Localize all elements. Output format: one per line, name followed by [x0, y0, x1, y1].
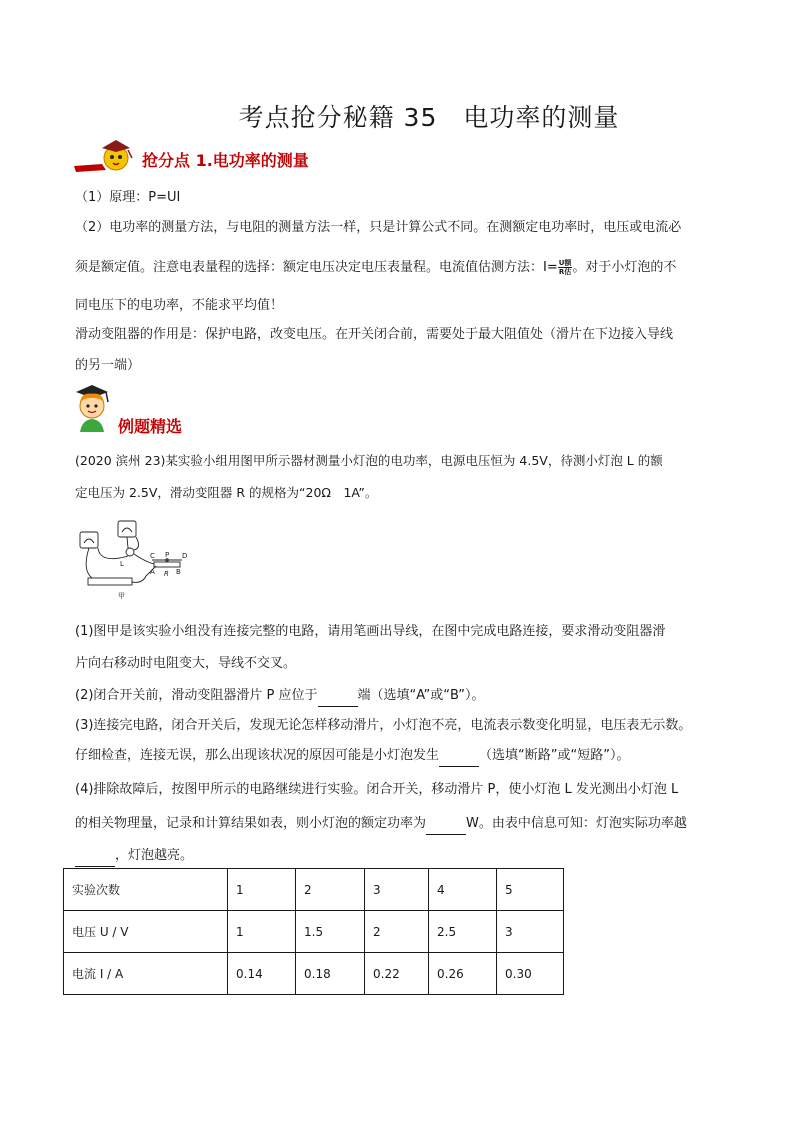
label-l: L: [120, 560, 124, 568]
question4-line1: (4)排除故障后，按图甲所示的电路继续进行实验。闭合开关，移动滑片 P，使小灯泡 L 发光测出小灯泡 L: [75, 782, 679, 797]
label-r: R: [164, 570, 169, 578]
principle-text: （1）原理：P=UI: [75, 190, 181, 205]
table-cell: 1: [228, 869, 296, 911]
formula-denominator: R估: [558, 268, 572, 276]
label-a: A: [150, 568, 155, 576]
answer-blank: [75, 846, 115, 867]
section-title: 抢分点 1.电功率的测量: [142, 151, 309, 170]
question3-line1: (3)连接完电路，闭合开关后，发现无论怎样移动滑片，小灯泡不亮，电流表示数变化明显，电压表无示数。: [75, 718, 692, 733]
label-d: D: [182, 552, 188, 560]
method-text-line3: 同电压下的电功率，不能求平均值！: [75, 298, 284, 313]
table-cell: 2.5: [429, 911, 497, 953]
bulb: [126, 548, 134, 556]
question2-post: 端（选填“A”或“B”）。: [357, 688, 485, 703]
question4-post: W。由表中信息可知：灯泡实际功率越: [466, 816, 687, 831]
question4-end: ，灯泡越亮。: [115, 848, 194, 863]
table-row: [64, 869, 564, 911]
label-p: P: [165, 551, 170, 559]
estimate-formula: [558, 259, 573, 276]
table-cell: 0.26: [429, 953, 497, 995]
question2-pre: (2)闭合开关前，滑动变阻器滑片 P 应位于: [75, 688, 318, 703]
ammeter: [80, 532, 98, 548]
answer-blank: [318, 686, 358, 707]
voltmeter: [118, 521, 136, 537]
table-cell: 3: [365, 869, 429, 911]
question4-pre: 的相关物理量，记录和计算结果如表，则小灯泡的额定功率为: [75, 816, 427, 831]
rheostat-text-line2: 的另一端）: [75, 358, 141, 373]
table-cell: 0.30: [497, 953, 564, 995]
example-intro-line2: 定电压为 2.5V，滑动变阻器 R 的规格为“20Ω 1A”。: [75, 485, 378, 500]
row-header: 电流 I / A: [64, 953, 228, 995]
rheostat-text-line1: 滑动变阻器的作用是：保护电路，改变电压。在开关闭合前，需要处于最大阻值处（滑片在下边接入导线: [75, 327, 674, 342]
table-cell: 2: [296, 869, 365, 911]
answer-blank: [426, 814, 466, 835]
page-title: 考点抢分秘籍 35 电功率的测量: [238, 103, 620, 132]
battery-box: [88, 578, 132, 585]
method-text-pre: 须是额定值。注意电表量程的选择：额定电压决定电压表量程。电流值估测方法：I=: [75, 260, 558, 275]
table-cell: 0.18: [296, 953, 365, 995]
rheostat: [154, 562, 180, 567]
method-text-line1: （2）电功率的测量方法，与电阻的测量方法一样，只是计算公式不同。在测额定电功率时，电压或电流必: [75, 220, 682, 235]
table-cell: 0.22: [365, 953, 429, 995]
circuit-diagram: [76, 518, 192, 600]
table-cell: 0.14: [228, 953, 296, 995]
table-cell: 1: [228, 911, 296, 953]
label-c: C: [150, 552, 155, 560]
question4-line3: [75, 846, 193, 867]
method-text-line2: [75, 258, 676, 278]
table-row: [64, 953, 564, 995]
question1-line1: (1)图甲是该实验小组没有连接完整的电路，请用笔画出导线，在图中完成电路连接，要求滑动变阻器滑: [75, 624, 666, 639]
question3-line2: [75, 746, 629, 767]
question3-pre: 仔细检查，连接无误，那么出现该状况的原因可能是小灯泡发生: [75, 748, 440, 763]
question4-line2: [75, 814, 687, 835]
question1-line2: 片向右移动时电阻变大，导线不交叉。: [75, 656, 297, 671]
example-intro-line1: (2020 滨州 23)某实验小组用图甲所示器材测量小灯泡的电功率，电源电压恒为 4.5V，待测小灯泡 L 的额: [75, 453, 663, 468]
table-row: [64, 911, 564, 953]
data-table: [63, 868, 564, 995]
row-header: 实验次数: [64, 869, 228, 911]
table-cell: 5: [497, 869, 564, 911]
table-cell: 1.5: [296, 911, 365, 953]
table-cell: 4: [429, 869, 497, 911]
table-cell: 2: [365, 911, 429, 953]
table-cell: 3: [497, 911, 564, 953]
cartoon-student-icon: [70, 382, 116, 434]
method-text-post: 。对于小灯泡的不: [572, 260, 677, 275]
row-header: 电压 U / V: [64, 911, 228, 953]
label-b: B: [176, 568, 181, 576]
question3-post: （选填“断路”或“短路”）。: [479, 748, 630, 763]
cartoon-chick-icon: [72, 136, 134, 176]
formula-numerator: U额: [558, 259, 572, 267]
question2: [75, 686, 484, 707]
example-title: 例题精选: [118, 417, 183, 436]
figure-caption: 甲: [118, 592, 125, 600]
answer-blank: [439, 746, 479, 767]
